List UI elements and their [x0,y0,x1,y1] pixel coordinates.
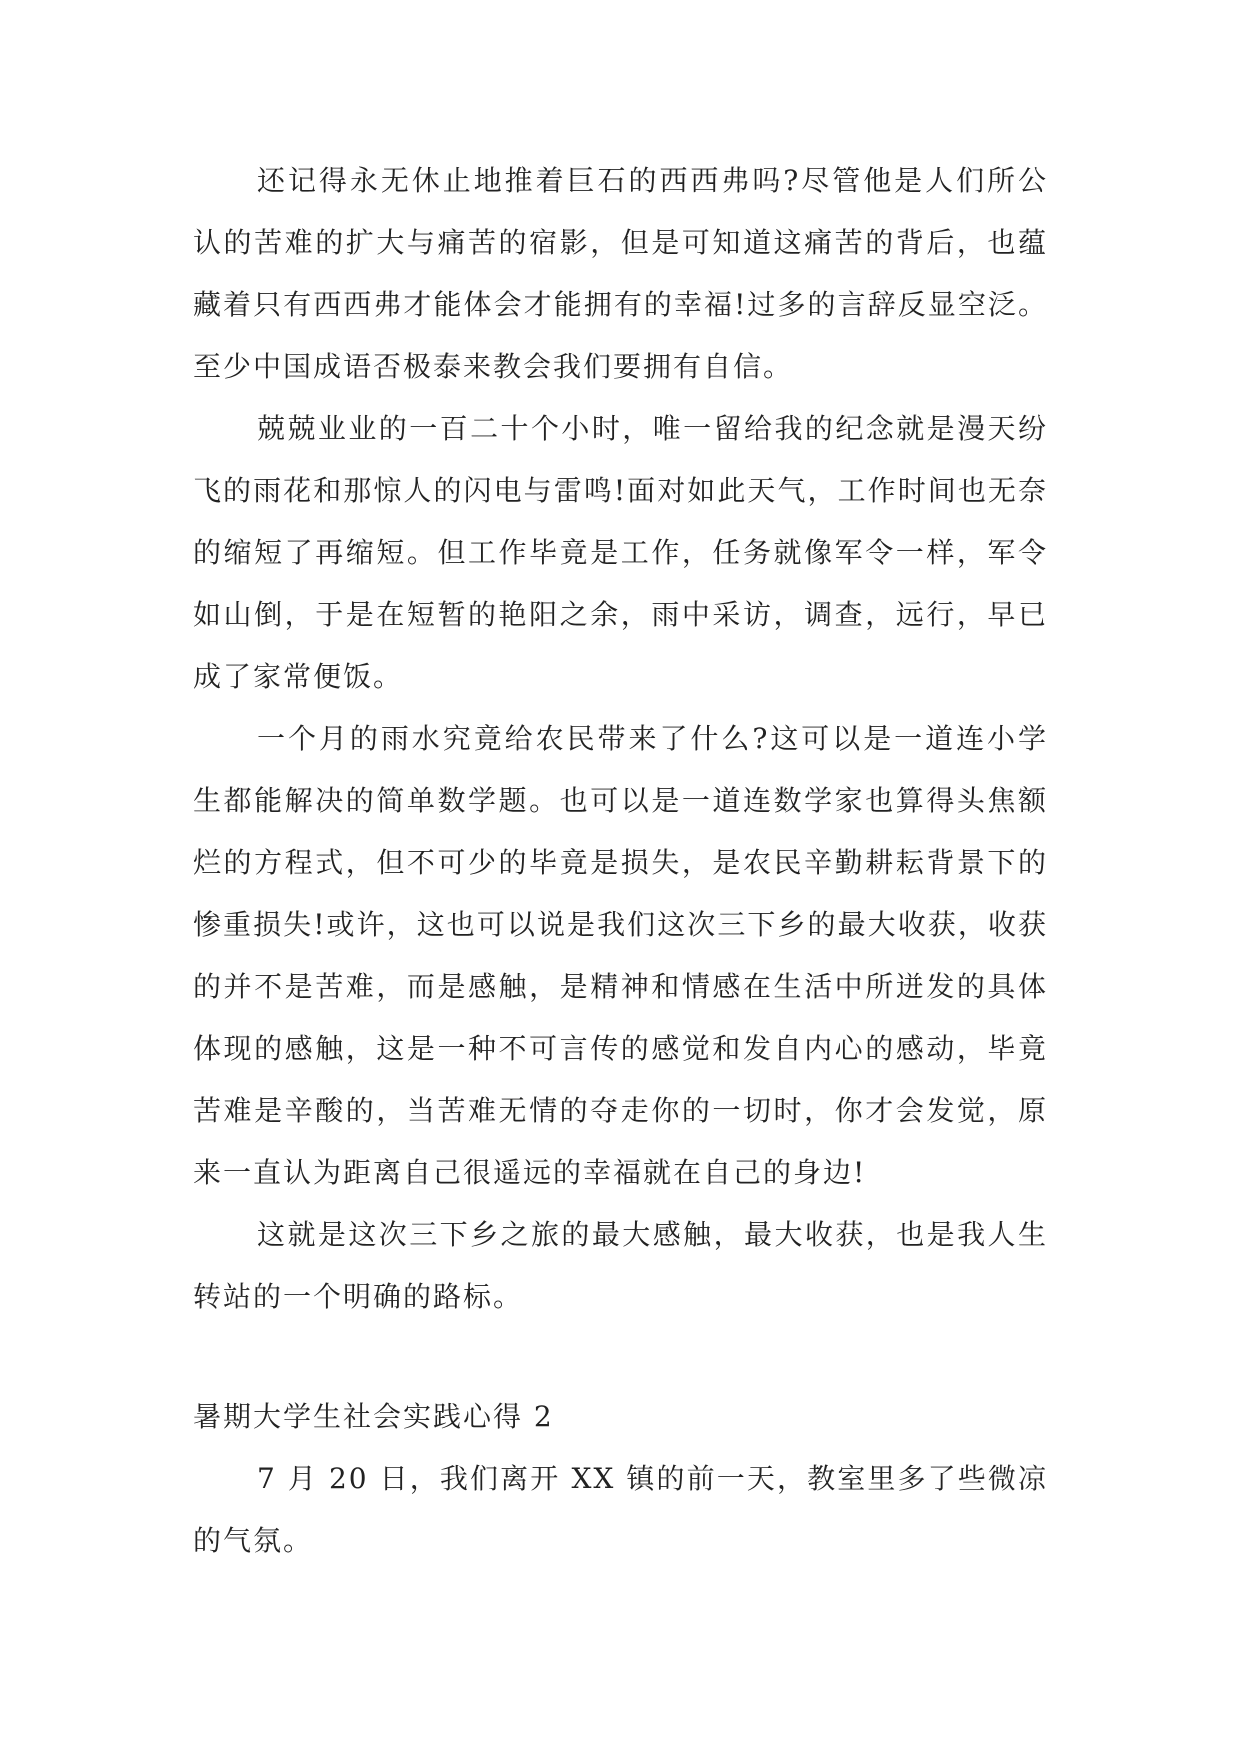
paragraph-conclusion: 这就是这次三下乡之旅的最大感触，最大收获，也是我人生转站的一个明确的路标。 [193,1218,1048,1313]
document-body [193,150,1048,1572]
paragraph-sisyphus: 还记得永无休止地推着巨石的西西弗吗?尽管他是人们所公认的苦难的扩大与痛苦的宿影，但是可知道这痛苦的背后，也蕴藏着只有西西弗才能体会才能拥有的幸福!过多的言辞反显空泛。至少中国成语否极泰来教会我们要拥有自信。 [193,164,1048,383]
paragraph-rain-farmers: 一个月的雨水究竟给农民带来了什么?这可以是一道连小学生都能解决的简单数学题。也可以是一道连数学家也算得头焦额烂的方程式，但不可少的毕竟是损失，是农民辛勤耕耘背景下的惨重损失!或许，这也可以说是我们这次三下乡的最大收获，收获的并不是苦难，而是感触，是精神和情感在生活中所迸发的具体体现的感触，这是一种不可言传的感觉和发自内心的感动，毕竟苦难是辛酸的，当苦难无情的夺走你的一切时，你才会发觉，原来一直认为距离自己很遥远的幸福就在自己的身边! [193,722,1048,1189]
section-heading: 暑期大学生社会实践心得 2 [193,1400,554,1433]
paragraph-july-20: 7 月 20 日，我们离开 XX 镇的前一天，教室里多了些微凉的气氛。 [193,1462,1048,1557]
paragraph-work-time: 兢兢业业的一百二十个小时，唯一留给我的纪念就是漫天纷飞的雨花和那惊人的闪电与雷鸣!面对如此天气，工作时间也无奈的缩短了再缩短。但工作毕竟是工作，任务就像军令一样，军令如山倒，于是在短暂的艳阳之余，雨中采访，调查，远行，早已成了家常便饭。 [193,412,1048,693]
